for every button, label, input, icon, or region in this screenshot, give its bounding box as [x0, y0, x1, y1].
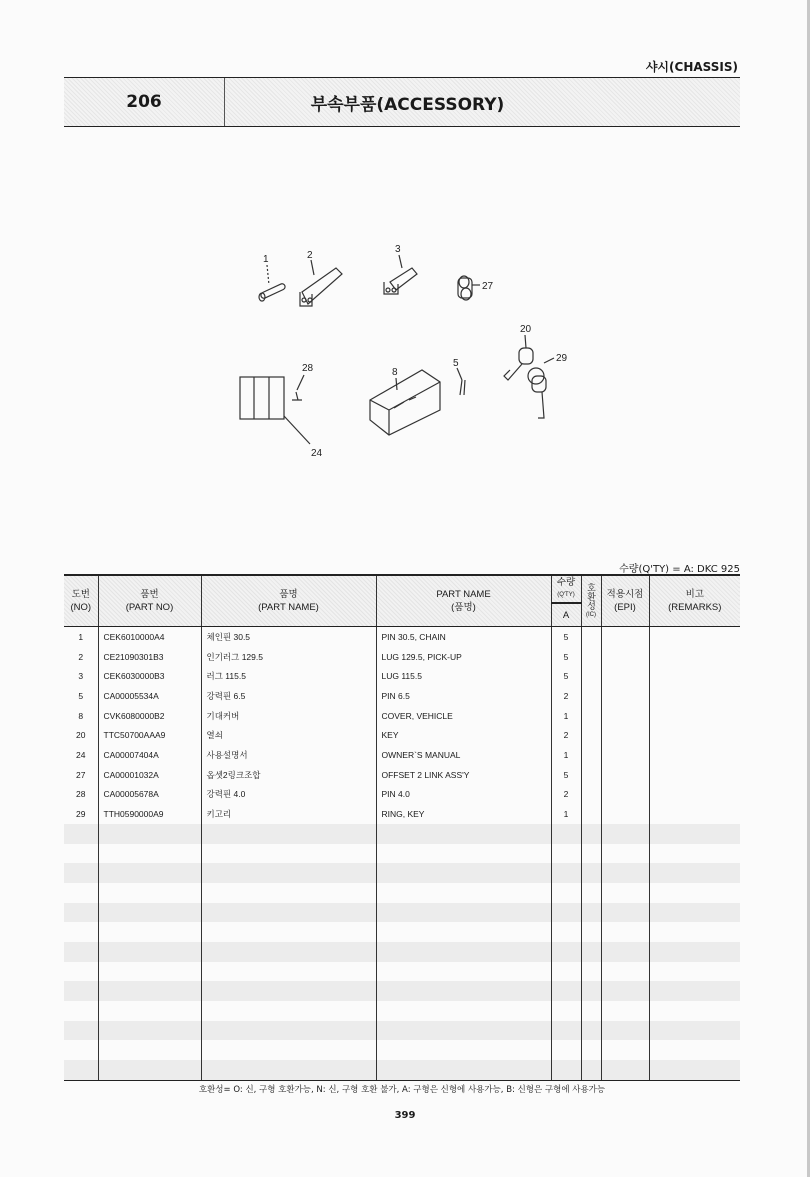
table-row: [64, 785, 740, 805]
cell-part-no: [98, 844, 201, 864]
cell-epi: [601, 1040, 649, 1060]
cell-name-ko: 강력핀 4.0: [201, 785, 376, 805]
cell-qty: [551, 883, 581, 903]
table-row-empty: [64, 981, 740, 1001]
cell-no: 28: [64, 785, 98, 805]
cell-ic: [581, 922, 601, 942]
leader-29: [544, 358, 554, 363]
cell-remarks: [649, 785, 740, 805]
cell-ic: [581, 844, 601, 864]
cell-qty: [551, 863, 581, 883]
callout-29: 29: [556, 353, 568, 364]
cell-name-ko: 인기러그 129.5: [201, 647, 376, 667]
cell-epi: [601, 686, 649, 706]
cell-qty: 5: [551, 765, 581, 785]
cell-ic: [581, 1060, 601, 1080]
header-remarks-ko: 비고: [685, 589, 704, 600]
cell-part-no: [98, 922, 201, 942]
cell-ic: [581, 725, 601, 745]
header-qty-en: (Q'TY): [557, 592, 575, 598]
title-number: 206: [64, 78, 225, 126]
cell-no: 5: [64, 686, 98, 706]
cell-part-no: CEK6030000B3: [98, 666, 201, 686]
header-qty-col-a: A: [551, 603, 581, 627]
cell-qty: [551, 922, 581, 942]
cell-remarks: [649, 1001, 740, 1021]
cell-part-no: [98, 1060, 201, 1080]
cell-part-no: [98, 1040, 201, 1060]
cell-part-no: [98, 942, 201, 962]
table-row-empty: [64, 1060, 740, 1080]
table-row: [64, 765, 740, 785]
cell-remarks: [649, 686, 740, 706]
header-qty: [551, 575, 581, 603]
cell-epi: [601, 824, 649, 844]
lug-part: [384, 268, 417, 294]
header-qty-ko: 수량: [556, 577, 576, 588]
cell-ic: [581, 883, 601, 903]
cell-part-no: [98, 981, 201, 1001]
cell-qty: [551, 1001, 581, 1021]
cell-epi: [601, 981, 649, 1001]
cell-name-en: [376, 903, 551, 923]
cell-epi: [601, 745, 649, 765]
table-row-empty: [64, 1040, 740, 1060]
header-part-no-en: (PART NO): [125, 602, 174, 613]
cell-ic: [581, 627, 601, 647]
cell-remarks: [649, 844, 740, 864]
cell-name-ko: 열쇠: [201, 725, 376, 745]
cell-qty: [551, 1040, 581, 1060]
table-row-empty: [64, 1001, 740, 1021]
cell-name-ko: [201, 883, 376, 903]
cell-name-ko: [201, 903, 376, 923]
cell-name-en: PIN 6.5: [376, 686, 551, 706]
cell-name-en: OFFSET 2 LINK ASS'Y: [376, 765, 551, 785]
cell-ic: [581, 962, 601, 982]
cell-name-en: PIN 30.5, CHAIN: [376, 627, 551, 647]
callout-1: 1: [263, 254, 269, 265]
table-row: [64, 725, 740, 745]
table-row-empty: [64, 1021, 740, 1041]
header-epi-en: (EPI): [614, 602, 636, 613]
cell-remarks: [649, 627, 740, 647]
cell-ic: [581, 765, 601, 785]
cell-part-no: TTC50700AAA9: [98, 725, 201, 745]
table-row-empty: [64, 883, 740, 903]
cell-ic: [581, 1021, 601, 1041]
cell-name-en: [376, 824, 551, 844]
cell-name-ko: 기대커버: [201, 706, 376, 726]
table-row-empty: [64, 942, 740, 962]
cell-ic: [581, 942, 601, 962]
footnote: 호환성= O: 신, 구형 호환가능, N: 신, 구형 호환 불가, A: 구형은 신형에 사용가능, B: 신형은 구형에 사용가능: [198, 1085, 606, 1095]
cell-no: [64, 863, 98, 883]
cell-name-ko: 러그 115.5: [201, 666, 376, 686]
callout-2: 2: [307, 250, 313, 261]
cell-no: 1: [64, 627, 98, 647]
cell-part-no: CA00005678A: [98, 785, 201, 805]
qty-note: 수량(Q'TY) = A: DKC 925: [619, 564, 740, 575]
cell-no: [64, 962, 98, 982]
cell-qty: 1: [551, 745, 581, 765]
cell-qty: [551, 981, 581, 1001]
cell-part-no: CA00001032A: [98, 765, 201, 785]
cell-epi: [601, 1060, 649, 1080]
callout-28: 28: [302, 363, 314, 374]
cell-no: [64, 1060, 98, 1080]
cell-epi: [601, 863, 649, 883]
cell-name-en: [376, 1060, 551, 1080]
cell-no: [64, 1040, 98, 1060]
cell-remarks: [649, 1040, 740, 1060]
cell-remarks: [649, 745, 740, 765]
cell-name-en: PIN 4.0: [376, 785, 551, 805]
cell-name-ko: 강력핀 6.5: [201, 686, 376, 706]
cell-name-ko: 옵셋2링크조합: [201, 765, 376, 785]
cell-qty: [551, 1021, 581, 1041]
cell-no: 29: [64, 804, 98, 824]
table-row: [64, 745, 740, 765]
table-row-empty: [64, 863, 740, 883]
leader-5: [457, 368, 462, 380]
cell-ic: [581, 903, 601, 923]
cell-ic: [581, 666, 601, 686]
header-remarks-en: (REMARKS): [668, 602, 722, 613]
cell-remarks: [649, 706, 740, 726]
cell-qty: [551, 962, 581, 982]
cell-epi: [601, 922, 649, 942]
cell-remarks: [649, 647, 740, 667]
cell-ic: [581, 1001, 601, 1021]
cell-epi: [601, 627, 649, 647]
cell-name-ko: [201, 824, 376, 844]
cell-qty: 2: [551, 686, 581, 706]
cell-name-en: [376, 1040, 551, 1060]
cell-name-en: [376, 863, 551, 883]
cell-no: [64, 1001, 98, 1021]
cell-name-ko: [201, 1001, 376, 1021]
cell-remarks: [649, 804, 740, 824]
cell-epi: [601, 706, 649, 726]
cell-remarks: [649, 1060, 740, 1080]
cell-epi: [601, 942, 649, 962]
cell-remarks: [649, 863, 740, 883]
parts-table-body: [64, 627, 740, 1081]
cell-part-no: [98, 1021, 201, 1041]
cell-no: [64, 903, 98, 923]
callout-24: 24: [311, 448, 323, 459]
cell-part-no: [98, 962, 201, 982]
pin-65-part: [460, 380, 465, 395]
cell-epi: [601, 962, 649, 982]
title-bar: [64, 77, 740, 127]
header-part-no-ko: 품번: [140, 589, 159, 600]
leader-28: [297, 375, 304, 390]
cell-part-no: CA00005534A: [98, 686, 201, 706]
cell-remarks: [649, 981, 740, 1001]
cell-remarks: [649, 1021, 740, 1041]
pickup-lug-part: [300, 268, 342, 306]
table-row: [64, 686, 740, 706]
callout-3: 3: [395, 244, 401, 255]
header-epi-ko: 적용시점: [606, 589, 644, 600]
page-title: 부속부품(ACCESSORY): [310, 94, 505, 115]
cell-name-en: COVER, VEHICLE: [376, 706, 551, 726]
table-row: [64, 706, 740, 726]
cell-name-ko: [201, 962, 376, 982]
cell-remarks: [649, 962, 740, 982]
cell-remarks: [649, 725, 740, 745]
cell-name-en: [376, 883, 551, 903]
vehicle-cover-part: [370, 370, 440, 435]
parts-diagram: [64, 230, 740, 470]
cell-no: 3: [64, 666, 98, 686]
table-row: [64, 647, 740, 667]
cell-ic: [581, 804, 601, 824]
callout-20: 20: [520, 324, 532, 335]
header-name-ko: 품명: [279, 589, 298, 600]
cell-qty: 2: [551, 725, 581, 745]
header-no-en: (NO): [70, 602, 92, 613]
cell-epi: [601, 1021, 649, 1041]
cell-remarks: [649, 883, 740, 903]
cell-epi: [601, 1001, 649, 1021]
cell-epi: [601, 666, 649, 686]
cell-name-en: [376, 1001, 551, 1021]
cell-no: [64, 883, 98, 903]
cell-remarks: [649, 942, 740, 962]
cell-remarks: [649, 666, 740, 686]
callout-5: 5: [453, 358, 459, 369]
header-ic-en: (IC): [586, 611, 596, 618]
table-header-row: [64, 575, 740, 603]
key-part: [504, 348, 546, 418]
chain-pin-part: [259, 283, 286, 301]
header-name-en: (PART NAME): [258, 602, 319, 613]
cell-name-ko: [201, 844, 376, 864]
table-row-empty: [64, 824, 740, 844]
cell-ic: [581, 706, 601, 726]
leader-20: [525, 335, 526, 348]
header-pname-en: PART NAME: [436, 589, 491, 600]
callout-8: 8: [392, 367, 398, 378]
cell-qty: 5: [551, 666, 581, 686]
cell-ic: [581, 647, 601, 667]
cell-part-no: CA00007404A: [98, 745, 201, 765]
cell-no: [64, 981, 98, 1001]
cell-remarks: [649, 765, 740, 785]
cell-name-en: RING, KEY: [376, 804, 551, 824]
cell-epi: [601, 725, 649, 745]
cell-name-ko: [201, 922, 376, 942]
cell-name-en: [376, 922, 551, 942]
cell-qty: [551, 824, 581, 844]
cell-name-ko: [201, 1060, 376, 1080]
cell-qty: 2: [551, 785, 581, 805]
cell-name-en: [376, 1021, 551, 1041]
callout-27: 27: [482, 281, 494, 292]
cell-qty: [551, 1060, 581, 1080]
cell-ic: [581, 686, 601, 706]
cell-qty: [551, 903, 581, 923]
cell-part-no: TTH0590000A9: [98, 804, 201, 824]
cell-part-no: [98, 863, 201, 883]
cell-name-ko: 체인핀 30.5: [201, 627, 376, 647]
cell-name-ko: [201, 1040, 376, 1060]
cell-part-no: CEK6010000A4: [98, 627, 201, 647]
cell-name-en: [376, 844, 551, 864]
cell-ic: [581, 1040, 601, 1060]
cell-name-ko: [201, 981, 376, 1001]
cell-ic: [581, 785, 601, 805]
leader-3: [399, 255, 402, 268]
cell-name-ko: 사용설명서: [201, 745, 376, 765]
cell-epi: [601, 647, 649, 667]
cell-part-no: [98, 903, 201, 923]
cell-part-no: [98, 1001, 201, 1021]
cell-no: 2: [64, 647, 98, 667]
pin-40-part: [292, 392, 302, 400]
cell-name-en: [376, 981, 551, 1001]
table-row: [64, 627, 740, 647]
header-part-no: [98, 575, 201, 627]
cell-ic: [581, 824, 601, 844]
parts-table: [64, 574, 740, 1081]
leader-2: [311, 260, 314, 275]
table-row-empty: [64, 922, 740, 942]
cell-no: [64, 844, 98, 864]
table-row: [64, 804, 740, 824]
cell-no: 8: [64, 706, 98, 726]
cell-name-en: [376, 942, 551, 962]
cell-name-ko: 키고리: [201, 804, 376, 824]
cell-part-no: [98, 883, 201, 903]
header-ic-ko: 호환성: [586, 582, 596, 610]
leader-1: [267, 265, 269, 285]
table-row-empty: [64, 844, 740, 864]
header-pname-ko: (품명): [451, 602, 476, 613]
cell-part-no: CE21090301B3: [98, 647, 201, 667]
cell-no: 20: [64, 725, 98, 745]
cell-no: [64, 942, 98, 962]
cell-qty: [551, 844, 581, 864]
header-remarks: [649, 575, 740, 627]
cell-qty: 1: [551, 804, 581, 824]
cell-qty: 1: [551, 706, 581, 726]
cell-no: 24: [64, 745, 98, 765]
header-no-ko: 도번: [71, 589, 90, 600]
page-number: 399: [394, 1110, 416, 1121]
cell-no: [64, 1021, 98, 1041]
cell-no: 27: [64, 765, 98, 785]
cell-qty: 5: [551, 627, 581, 647]
cell-part-no: [98, 824, 201, 844]
cell-ic: [581, 745, 601, 765]
cell-name-en: LUG 129.5, PICK-UP: [376, 647, 551, 667]
cell-epi: [601, 903, 649, 923]
header-ic: [581, 575, 601, 627]
offset-link-part: [458, 276, 472, 300]
cell-name-en: [376, 962, 551, 982]
cell-no: [64, 922, 98, 942]
cell-ic: [581, 863, 601, 883]
cell-name-en: LUG 115.5: [376, 666, 551, 686]
header-part-name-ko: [201, 575, 376, 627]
owners-manual-part: [240, 377, 284, 419]
cell-remarks: [649, 922, 740, 942]
cell-name-ko: [201, 942, 376, 962]
cell-name-ko: [201, 863, 376, 883]
cell-ic: [581, 981, 601, 1001]
header-epi: [601, 575, 649, 627]
table-row-empty: [64, 962, 740, 982]
cell-remarks: [649, 903, 740, 923]
cell-epi: [601, 883, 649, 903]
cell-qty: [551, 942, 581, 962]
table-row-empty: [64, 903, 740, 923]
cell-epi: [601, 765, 649, 785]
cell-name-en: KEY: [376, 725, 551, 745]
header-no: [64, 575, 98, 627]
cell-name-en: OWNER`S MANUAL: [376, 745, 551, 765]
section-label: 샤시(CHASSIS): [645, 60, 738, 74]
cell-epi: [601, 785, 649, 805]
header-part-name-en: [376, 575, 551, 627]
cell-qty: 5: [551, 647, 581, 667]
cell-epi: [601, 804, 649, 824]
cell-no: [64, 824, 98, 844]
cell-remarks: [649, 824, 740, 844]
table-row: [64, 666, 740, 686]
leader-24: [284, 416, 310, 444]
cell-name-ko: [201, 1021, 376, 1041]
cell-epi: [601, 844, 649, 864]
cell-part-no: CVK6080000B2: [98, 706, 201, 726]
